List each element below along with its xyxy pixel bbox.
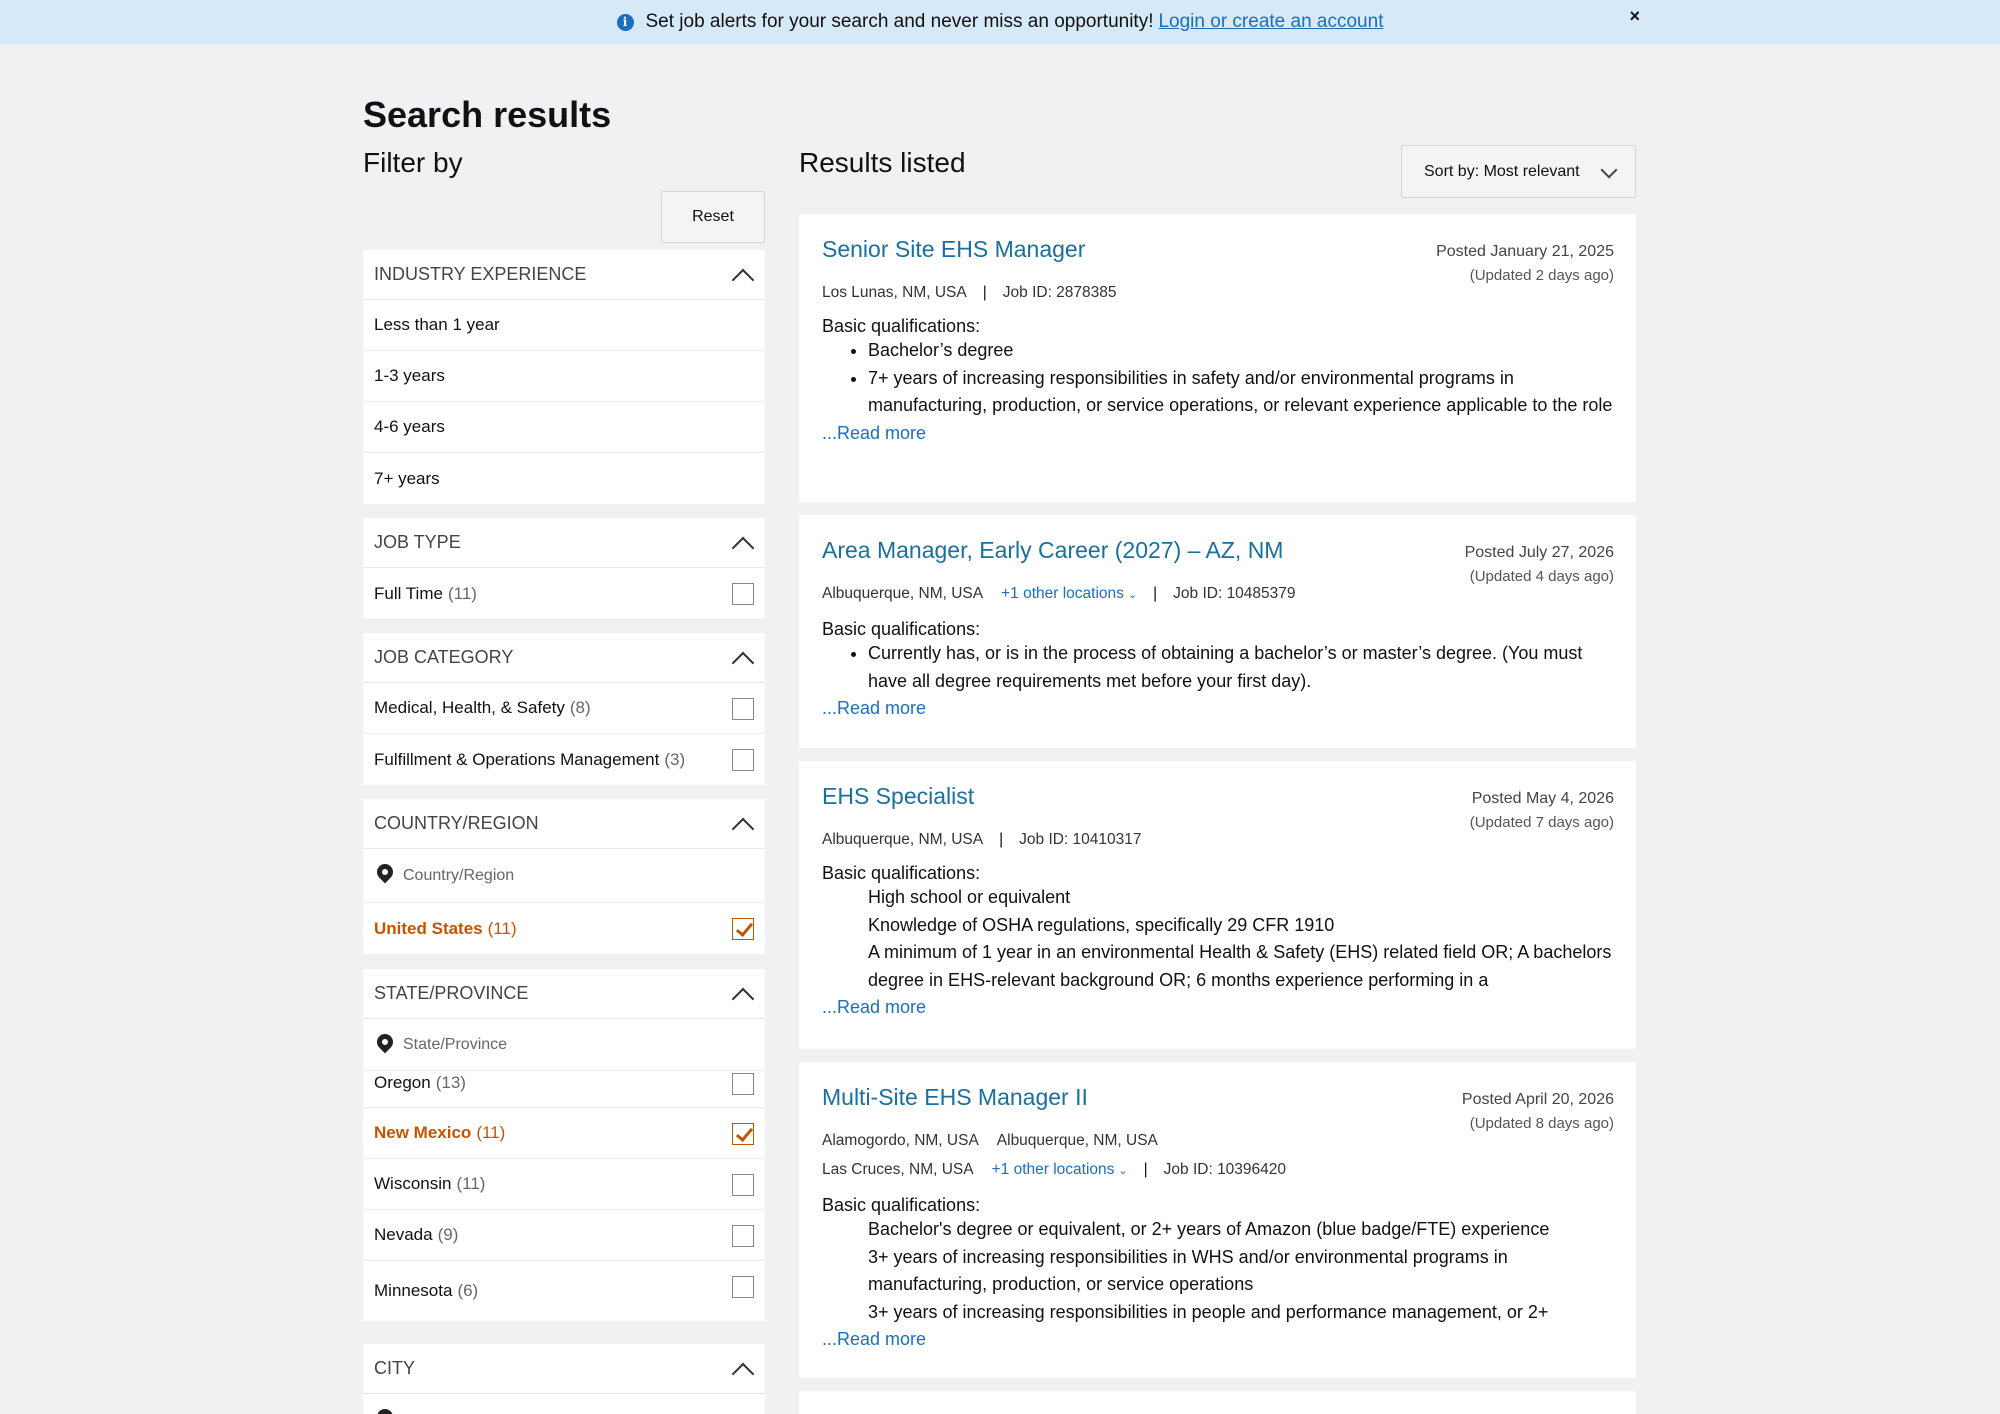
- option-label: 4-6 years: [374, 417, 445, 436]
- option-label: New Mexico: [374, 1123, 472, 1142]
- option-label: Nevada: [374, 1225, 433, 1244]
- banner-text: Set job alerts for your search and never miss an opportunity!: [645, 11, 1154, 32]
- filter-option[interactable]: [363, 453, 765, 504]
- list-item: • High school or equivalent: [868, 884, 1613, 912]
- option-count: (13): [435, 1073, 466, 1092]
- option-label: United States: [374, 918, 483, 938]
- filter-option-new-mexico[interactable]: [363, 1108, 765, 1159]
- updated-text: (Updated 4 days ago): [1469, 568, 1614, 585]
- other-locations-link[interactable]: +1 other locations: [1001, 585, 1124, 602]
- list-item: • 3+ years of increasing responsibilities in people and performance management, or 2+: [868, 1299, 1613, 1327]
- facet-job-category: [363, 633, 765, 785]
- posted-text: Posted April 20, 2026: [1461, 1091, 1614, 1108]
- option-count: (11): [487, 918, 517, 938]
- list-item: • Bachelor's degree or equivalent, or 2+ years of Amazon (blue badge/FTE) experience: [868, 1216, 1613, 1244]
- job-alert-banner: [0, 0, 2000, 44]
- list-item: • Knowledge of OSHA regulations, specifically 29 CFR 1910: [868, 912, 1613, 940]
- facet-header[interactable]: [363, 1344, 765, 1394]
- job-card: [799, 515, 1636, 748]
- chevron-up-icon: [732, 818, 755, 841]
- posted-date: [1462, 1088, 1614, 1136]
- updated-text: (Updated 2 days ago): [1469, 267, 1614, 284]
- filter-option-nevada[interactable]: [363, 1210, 765, 1261]
- chevron-down-icon: [1601, 162, 1618, 179]
- job-card: [799, 214, 1636, 502]
- read-more-link[interactable]: ...Read more: [822, 422, 927, 443]
- checkbox[interactable]: [732, 1225, 754, 1247]
- other-locations-link[interactable]: +1 other locations: [991, 1161, 1115, 1178]
- chevron-up-icon: [732, 988, 755, 1011]
- updated-text: (Updated 8 days ago): [1469, 1115, 1614, 1132]
- job-meta: Albuquerque, NM, USA | Job ID: 10410317: [822, 831, 1142, 848]
- list-item: • Bachelor’s degree: [868, 337, 1613, 365]
- option-label: Less than 1 year: [374, 315, 500, 334]
- country-search-input[interactable]: [363, 849, 765, 903]
- option-label: Oregon: [374, 1073, 431, 1092]
- job-id: Job ID: 10485379: [1173, 585, 1296, 602]
- filter-option-full-time[interactable]: [363, 568, 765, 619]
- filter-option-wisconsin[interactable]: [363, 1159, 765, 1210]
- facet-country-region: [363, 799, 765, 954]
- job-card: [799, 1062, 1636, 1378]
- option-count: (8): [569, 698, 591, 717]
- facet-city: [363, 1344, 765, 1414]
- filter-option[interactable]: [363, 402, 765, 453]
- job-location: Albuquerque, NM, USA: [996, 1132, 1158, 1149]
- list-item: • A minimum of 1 year in an environmental Health & Safety (EHS) related field OR; A bachelors degree in EHS-relevant background OR; 6 months experience performing in a: [868, 939, 1613, 994]
- facet-heading: CITY: [374, 1358, 416, 1378]
- filter-option[interactable]: [363, 300, 765, 351]
- option-label: Minnesota: [374, 1281, 453, 1300]
- checkbox[interactable]: [732, 698, 754, 720]
- checkbox[interactable]: [732, 1174, 754, 1196]
- posted-date: [1436, 240, 1614, 288]
- chevron-down-icon: ⌄: [1127, 589, 1138, 601]
- checkbox[interactable]: [732, 1276, 754, 1298]
- facet-state-province: [363, 969, 765, 1321]
- job-id: Job ID: 2878385: [1002, 284, 1117, 301]
- facet-job-type: [363, 518, 765, 619]
- qualifications-label: Basic qualifications:: [822, 619, 981, 639]
- job-location: Alamogordo, NM, USA: [822, 1132, 979, 1149]
- login-link[interactable]: Login or create an account: [1158, 11, 1384, 32]
- chevron-down-icon: ⌄: [1118, 1165, 1128, 1177]
- qualifications-label: Basic qualifications:: [822, 1195, 981, 1215]
- chevron-up-icon: [732, 269, 755, 292]
- option-label: Fulfillment & Operations Management: [374, 749, 660, 769]
- list-item: • 3+ years of increasing responsibilities in WHS and/or environmental programs in manufacturing, production, or service operations: [868, 1244, 1613, 1299]
- option-label: Wisconsin: [374, 1174, 452, 1193]
- qualifications-label: Basic qualifications:: [822, 316, 981, 336]
- option-count: (9): [437, 1225, 459, 1244]
- facet-heading: JOB TYPE: [374, 532, 461, 552]
- qualifications-list: [868, 1216, 1613, 1326]
- option-label: 7+ years: [374, 468, 440, 488]
- updated-text: (Updated 7 days ago): [1469, 814, 1614, 831]
- filter-option-fulfillment[interactable]: [363, 734, 765, 785]
- read-more-link[interactable]: ...Read more: [822, 1329, 927, 1349]
- page-title: Search results: [363, 94, 612, 135]
- option-label: Full Time: [374, 583, 443, 603]
- facet-heading: STATE/PROVINCE: [374, 983, 529, 1003]
- job-location: Albuquerque, NM, USA: [822, 831, 984, 848]
- chevron-up-icon: [732, 537, 755, 560]
- job-title-link[interactable]: EHS Specialist: [822, 783, 975, 809]
- location-pin-icon: [374, 1031, 397, 1054]
- read-more-link[interactable]: ...Read more: [822, 698, 927, 718]
- job-location: Las Cruces, NM, USA: [822, 1161, 974, 1178]
- posted-text: Posted July 27, 2026: [1464, 544, 1614, 561]
- posted-text: Posted May 4, 2026: [1471, 790, 1614, 807]
- facet-header[interactable]: [363, 250, 765, 300]
- posted-date: [1465, 541, 1614, 589]
- filter-title: Filter by: [363, 147, 463, 178]
- filter-option[interactable]: [363, 351, 765, 402]
- job-title-link[interactable]: Senior Site EHS Manager: [822, 236, 1086, 262]
- job-meta: Alamogordo, NM, USA Albuquerque, NM, USA Las Cruces, NM, USA +1 other locations ⌄ | Job ID: 10396420: [822, 1132, 1287, 1178]
- facet-heading: INDUSTRY EXPERIENCE: [374, 264, 587, 284]
- facet-header[interactable]: [363, 633, 765, 683]
- option-label: Medical, Health, & Safety: [374, 698, 565, 717]
- read-more-link[interactable]: ...Read more: [822, 997, 927, 1017]
- facet-industry-experience: [363, 250, 765, 504]
- posted-text: Posted January 21, 2025: [1436, 243, 1614, 260]
- facet-header[interactable]: [363, 518, 765, 568]
- info-icon: i: [617, 14, 634, 31]
- qualifications-label: Basic qualifications:: [822, 863, 981, 883]
- facet-header[interactable]: [363, 799, 765, 849]
- checkbox-checked[interactable]: [732, 918, 754, 940]
- facet-heading: COUNTRY/REGION: [374, 813, 539, 833]
- option-count: (11): [447, 583, 477, 603]
- option-count: (6): [457, 1281, 479, 1300]
- posted-date: [1470, 787, 1614, 835]
- facet-header[interactable]: [363, 969, 765, 1019]
- close-icon[interactable]: ×: [1629, 6, 1640, 26]
- checkbox[interactable]: [732, 749, 754, 771]
- checkbox[interactable]: [732, 1073, 754, 1095]
- sort-label: Sort by: Most relevant: [1424, 162, 1580, 180]
- qualifications-list: [868, 337, 1613, 420]
- qualifications-list: [868, 640, 1613, 695]
- chevron-up-icon: [732, 652, 755, 675]
- sort-dropdown[interactable]: [1401, 145, 1636, 198]
- option-count: (11): [476, 1123, 506, 1142]
- location-pin-icon: [374, 1406, 397, 1414]
- chevron-up-icon: [732, 1363, 755, 1386]
- job-meta: Albuquerque, NM, USA +1 other locations ⌄ | Job ID: 10485379: [822, 585, 1296, 602]
- list-item: • Currently has, or is in the process of obtaining a bachelor’s or master’s degree. (You must have all degree requirements met before your first day).: [868, 640, 1613, 695]
- checkbox[interactable]: [732, 583, 754, 605]
- input-placeholder: State/Province: [403, 1035, 508, 1053]
- input-placeholder: Country/Region: [403, 866, 515, 884]
- job-title-link[interactable]: Multi-Site EHS Manager II: [822, 1084, 1088, 1110]
- job-meta: Los Lunas, NM, USA | Job ID: 2878385: [822, 284, 1117, 301]
- results-title: Results listed: [799, 147, 966, 178]
- job-id: Job ID: 10410317: [1019, 831, 1142, 848]
- filter-option-oregon[interactable]: [363, 1071, 765, 1108]
- location-pin-icon: [374, 861, 397, 884]
- filter-option-medical[interactable]: [363, 683, 765, 734]
- job-title-link[interactable]: Area Manager, Early Career (2027) – AZ, NM: [822, 537, 1284, 563]
- facet-heading: JOB CATEGORY: [374, 647, 514, 667]
- option-count: (3): [664, 749, 686, 769]
- job-location: Albuquerque, NM, USA: [822, 585, 984, 602]
- job-location: Los Lunas, NM, USA: [822, 284, 967, 301]
- job-card: [799, 761, 1636, 1049]
- filter-option-united-states[interactable]: [363, 903, 765, 954]
- option-count: (11): [456, 1174, 486, 1193]
- filter-option-minnesota[interactable]: [363, 1261, 765, 1321]
- reset-button[interactable]: Reset: [661, 191, 765, 243]
- option-label: 1-3 years: [374, 366, 445, 385]
- list-item: • 7+ years of increasing responsibilities in safety and/or environmental programs in manufacturing, production, or service operations, or relevant experience applicable to the role: [868, 365, 1613, 420]
- qualifications-list: [868, 884, 1613, 994]
- job-id: Job ID: 10396420: [1163, 1161, 1287, 1178]
- checkbox-checked[interactable]: [732, 1123, 754, 1145]
- city-search-input[interactable]: [363, 1394, 765, 1414]
- job-card: [799, 1391, 1636, 1414]
- state-search-input[interactable]: [363, 1019, 765, 1071]
